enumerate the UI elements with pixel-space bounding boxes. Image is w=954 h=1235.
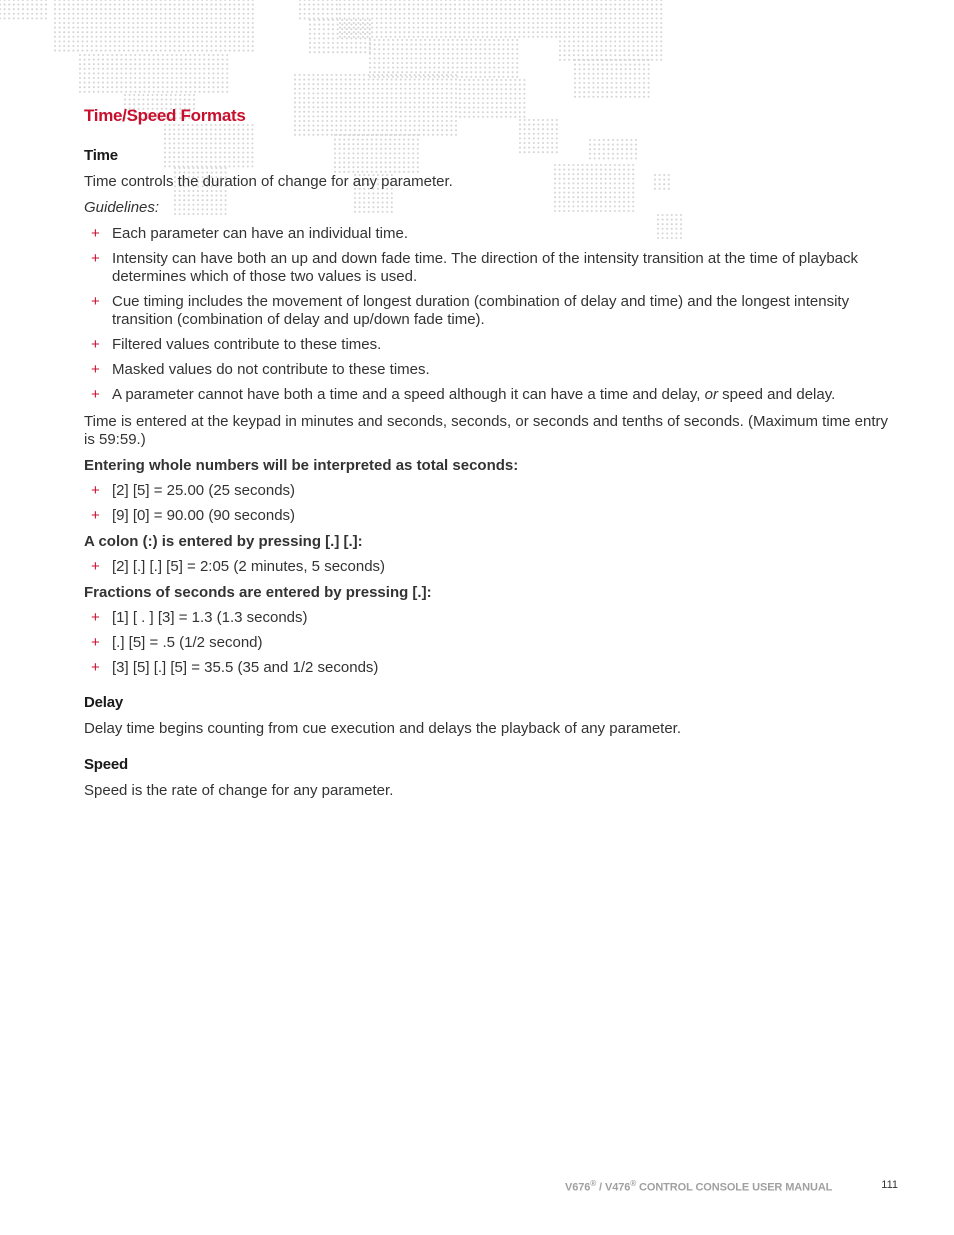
whole-numbers-heading: Entering whole numbers will be interpreted as total seconds: [84,457,519,474]
delay-text: Delay time begins counting from cue execution and delays the playback of any parameter. [84,720,682,737]
list-item: + Cue timing includes the movement of longest duration (combination of delay and time) and the longest intensity transition (combination of delay and up/down fade time). [91,293,850,328]
time-intro: Time controls the duration of change for any parameter. [84,173,453,190]
fractions-heading: Fractions of seconds are entered by pressing [.]: [84,584,432,601]
colon-heading: A colon (:) is entered by pressing [.] [.]: [84,533,363,550]
list-item: + [.] [5] = .5 (1/2 second) [91,634,263,651]
plus-bullet-icon: + [91,634,100,651]
list-item: + A parameter cannot have both a time and a speed although it can have a time and delay, or speed and delay. [91,386,836,403]
guidelines-list [84,225,899,404]
plus-bullet-icon: + [91,225,100,242]
delay-heading: Delay [84,694,124,711]
whole-numbers-list [84,482,899,525]
list-item: + Masked values do not contribute to these times. [91,361,430,378]
plus-bullet-icon: + [91,558,100,575]
colon-list [84,558,899,576]
plus-bullet-icon: + [91,250,100,267]
speed-text: Speed is the rate of change for any parameter. [84,782,394,799]
list-item: + Each parameter can have an individual time. [91,225,409,242]
plus-bullet-icon: + [91,361,100,378]
speed-heading: Speed [84,756,129,773]
section-title: Time/Speed Formats [84,106,246,125]
plus-bullet-icon: + [91,609,100,626]
plus-bullet-icon: + [91,659,100,676]
time-heading: Time [84,147,118,164]
plus-bullet-icon: + [91,293,100,310]
list-item: + [2] [.] [.] [5] = 2:05 (2 minutes, 5 seconds) [91,558,386,575]
plus-bullet-icon: + [91,336,100,353]
page-content [84,106,899,800]
page-footer [565,1179,898,1195]
list-item: + Intensity can have both an up and down fade time. The direction of the intensity transition at the time of playback determines which of those two values is used. [91,250,859,285]
page-number: 111 [881,1179,898,1191]
guidelines-label: Guidelines: [84,199,160,216]
manual-title: V676® / V476® CONTROL CONSOLE USER MANUAL [565,1179,833,1194]
time-entry-note: Time is entered at the keypad in minutes and seconds, seconds, or seconds and tenths of seconds. (Maximum time entry is 59:59.) [84,413,889,448]
fractions-list [84,609,899,677]
list-item: + [9] [0] = 90.00 (90 seconds) [91,507,296,524]
list-item: + [2] [5] = 25.00 (25 seconds) [91,482,296,499]
list-item: + [1] [ . ] [3] = 1.3 (1.3 seconds) [91,609,308,626]
list-item: + Filtered values contribute to these times. [91,336,382,353]
plus-bullet-icon: + [91,507,100,524]
plus-bullet-icon: + [91,386,100,403]
plus-bullet-icon: + [91,482,100,499]
list-item: + [3] [5] [.] [5] = 35.5 (35 and 1/2 seconds) [91,659,379,676]
